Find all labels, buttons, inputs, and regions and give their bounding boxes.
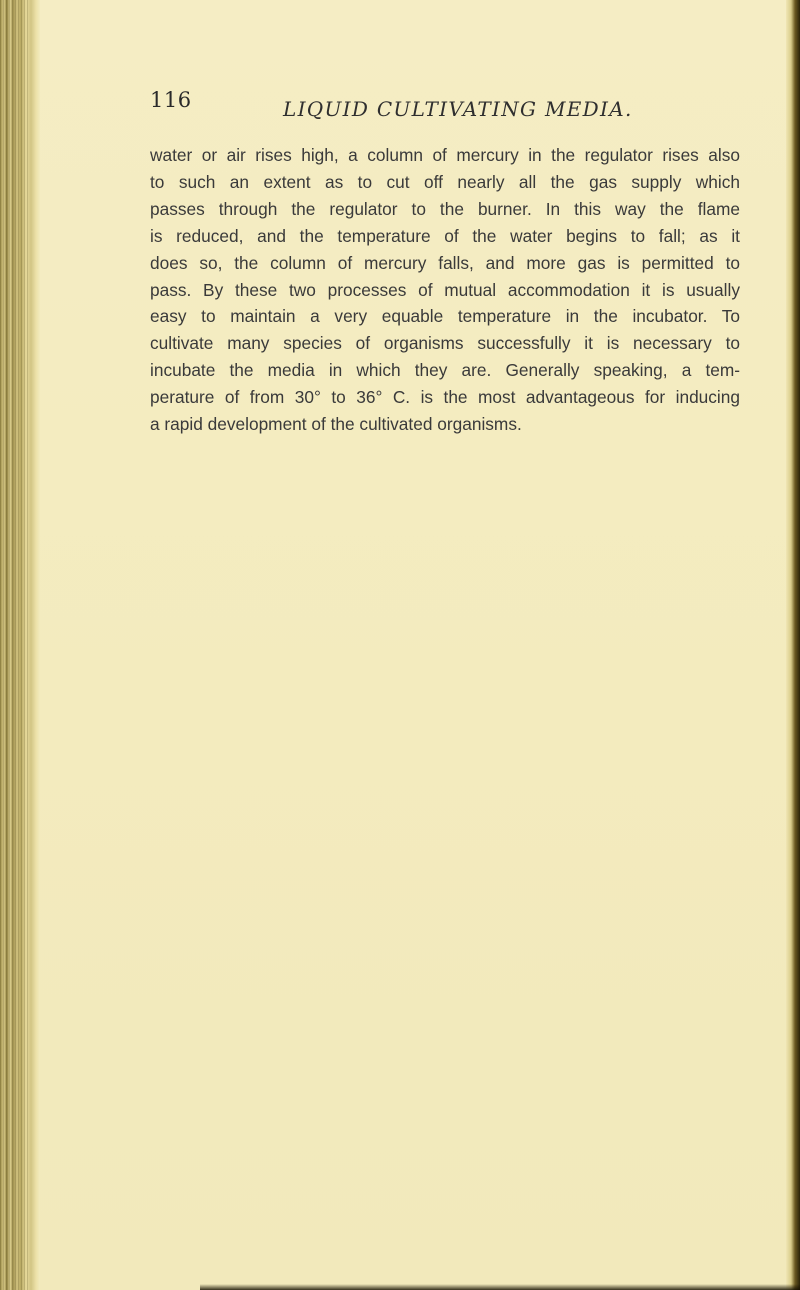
- text-line: a rapid development of the cultivated organisms.: [150, 414, 522, 435]
- text-line: passes through the regulator to the burner. In this way the flame: [150, 198, 740, 219]
- page-number: 116: [150, 88, 192, 112]
- running-title: LIQUID CULTIVATING MEDIA.: [283, 97, 633, 121]
- text-line: pass. By these two processes of mutual accommodation it is usually: [150, 279, 740, 300]
- text-line: easy to maintain a very equable temperature in the incubator. To: [150, 306, 740, 327]
- binding-texture: [0, 0, 30, 1290]
- text-line: is reduced, and the temperature of the water begins to fall; as it: [150, 225, 740, 246]
- text-line: cultivate many species of organisms successfully it is necessary to: [150, 333, 740, 354]
- text-line: perature of from 30° to 36° C. is the most advantageous for inducing: [150, 387, 740, 408]
- text-line: to such an extent as to cut off nearly all the gas supply which: [150, 171, 740, 192]
- page-edge-bottom: [200, 1284, 800, 1290]
- body-paragraph: [150, 142, 740, 438]
- page-edge-right: [786, 0, 800, 1290]
- text-line: does so, the column of mercury falls, and more gas is permitted to: [150, 252, 740, 273]
- text-line: incubate the media in which they are. Generally speaking, a tem-: [150, 360, 740, 381]
- text-line: water or air rises high, a column of mercury in the regulator rises also: [150, 145, 740, 165]
